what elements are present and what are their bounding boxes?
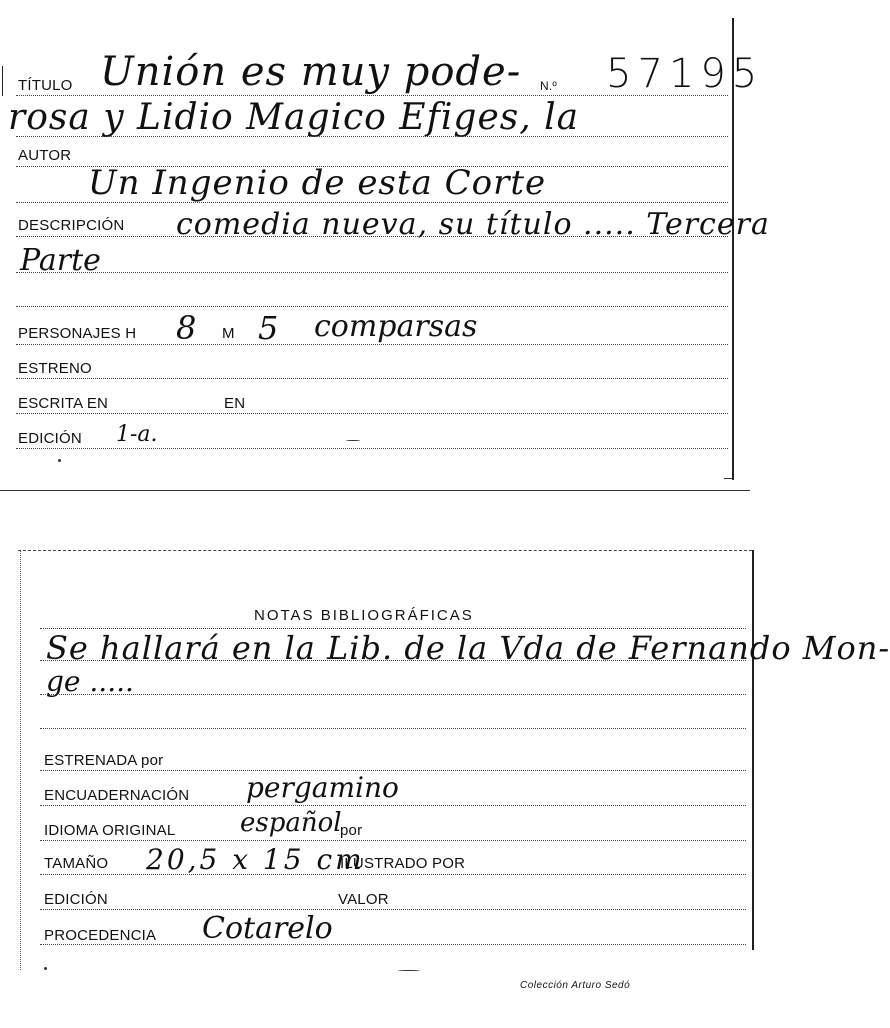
encuadernacion-value: pergamino [246, 771, 399, 804]
ilustrado-por-label: ILUSTRADO POR [340, 855, 466, 872]
personajes-m-value: 5 [258, 309, 279, 347]
card-left-mark [2, 66, 3, 96]
notas-heading: NOTAS BIBLIOGRÁFICAS [254, 607, 474, 624]
idioma-original-value: español [240, 808, 342, 838]
descripcion-line-3 [16, 306, 728, 307]
speck [44, 967, 47, 970]
notas-value-line-2: ge ..... [46, 665, 134, 698]
estrenada-por-label: ESTRENADA por [44, 752, 164, 769]
titulo-line-2 [16, 136, 728, 137]
estreno-label: ESTRENO [18, 360, 92, 377]
catalog-card-front [0, 0, 770, 495]
procedencia-line [40, 944, 746, 945]
catalog-card-back [0, 540, 890, 1028]
estreno-line [16, 378, 728, 379]
valor-label: VALOR [338, 891, 389, 908]
titulo-value-line-2: rosa y Lidio Magico Efiges, la [8, 97, 580, 138]
encuadernacion-line [40, 805, 746, 806]
comparsas-value: comparsas [314, 309, 478, 344]
card-left-border [20, 550, 21, 970]
speck [346, 440, 360, 441]
autor-line-2 [16, 202, 728, 203]
card-corner-mark [724, 478, 734, 479]
numero-label: N.º [540, 79, 557, 93]
descripcion-line-2 [16, 272, 728, 273]
notas-value-line-1: Se hallará en la Lib. de la Vda de Fernando Mon- [46, 629, 890, 667]
idioma-line [40, 840, 746, 841]
edicion-line [16, 448, 728, 449]
personajes-line [16, 344, 728, 345]
idioma-original-label: IDIOMA ORIGINAL [44, 822, 176, 839]
descripcion-line-1 [16, 236, 728, 237]
edicion-value: 1-a. [116, 422, 158, 447]
descripcion-label: DESCRIPCIÓN [18, 217, 125, 234]
titulo-label: TÍTULO [18, 77, 73, 94]
descripcion-value-line-2: Parte [20, 243, 101, 278]
por-label: por [340, 822, 363, 839]
autor-label: AUTOR [18, 147, 72, 164]
tamano-label: TAMAÑO [44, 855, 109, 872]
personajes-h-label: PERSONAJES H [18, 325, 137, 342]
autor-value: Un Ingenio de esta Corte [88, 163, 547, 203]
card-right-border [752, 550, 754, 950]
notas-line-4 [40, 728, 746, 729]
procedencia-value: Cotarelo [202, 911, 333, 946]
procedencia-label: PROCEDENCIA [44, 927, 157, 944]
numero-value: 57195 [606, 51, 764, 97]
escrita-en-label: ESCRITA EN [18, 395, 109, 412]
card-bottom-border [0, 490, 750, 491]
en-label: EN [224, 395, 246, 412]
personajes-h-value: 8 [176, 309, 197, 347]
card-top-border [18, 550, 752, 551]
personajes-m-label: M [222, 325, 235, 342]
edicion-back-label: EDICIÓN [44, 891, 108, 908]
speck [58, 459, 61, 462]
notas-line-2 [40, 660, 746, 661]
escrita-en-line [16, 413, 728, 414]
collection-credit: Colección Arturo Sedó [520, 980, 631, 991]
edicion-label: EDICIÓN [18, 430, 82, 447]
encuadernacion-label: ENCUADERNACIÓN [44, 787, 190, 804]
speck [398, 970, 420, 971]
edicion-back-line [40, 909, 746, 910]
tamano-value: 20,5 x 15 cm [146, 843, 365, 876]
titulo-value-line-1: Unión es muy pode- [100, 49, 522, 95]
tamano-line [40, 874, 746, 875]
notas-line-3 [40, 694, 746, 695]
descripcion-value-line-1: comedia nueva, su título ..... Tercera [176, 207, 770, 242]
